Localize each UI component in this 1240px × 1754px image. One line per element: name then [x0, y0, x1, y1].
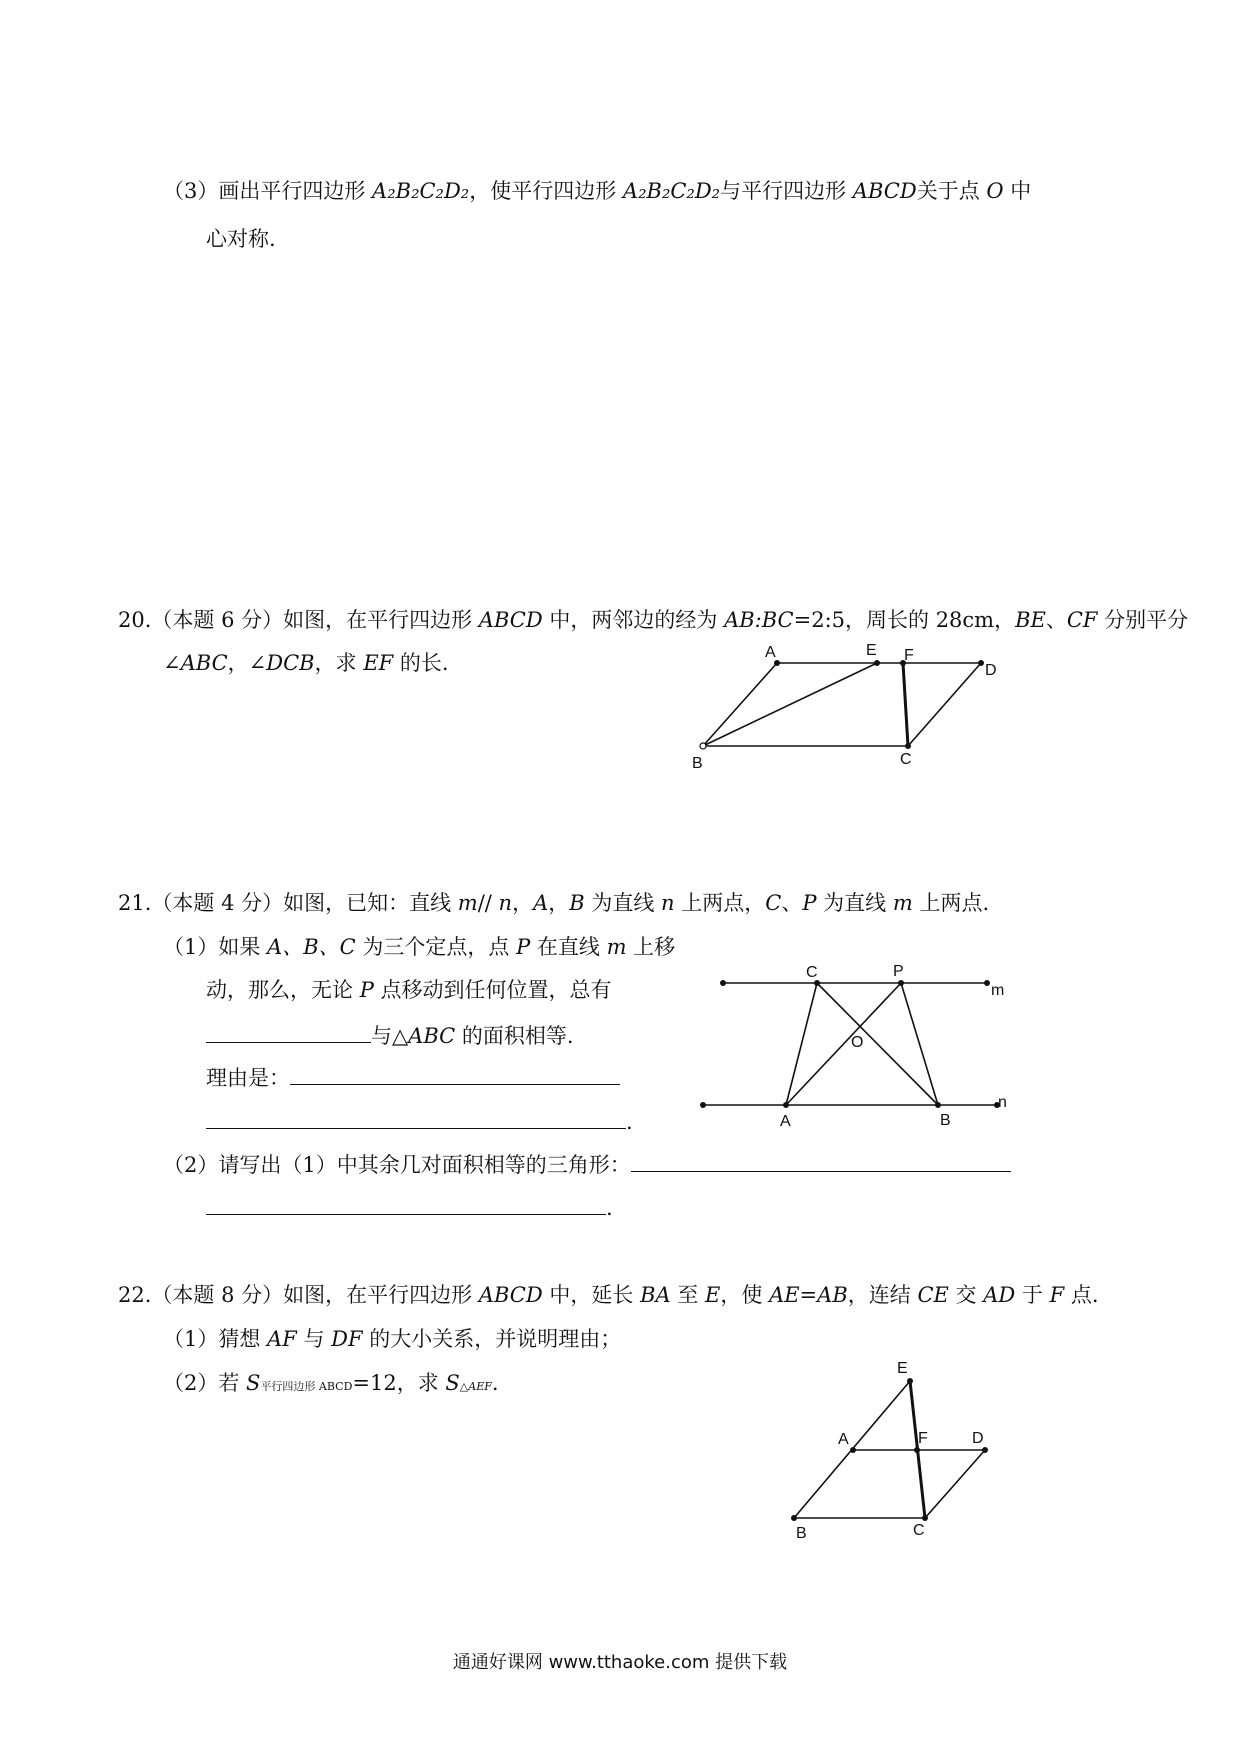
q19-part3-line1: （3）画出平行四边形 A₂B₂C₂D₂，使平行四边形 A₂B₂C₂D₂与平行四边形 ABCD关于点 O 中 — [163, 179, 1032, 203]
q20-label-c: C — [900, 751, 912, 768]
q21-label-b: B — [940, 1112, 951, 1129]
q22-line1: 22.（本题 8 分）如图，在平行四边形 ABCD 中，延长 BA 至 E，使 AE=AB，连结 CE 交 AD 于 F 点. — [118, 1283, 1099, 1307]
q20-label-d: D — [985, 662, 997, 679]
q21-part1-line1: （1）如果 A、B、C 为三个定点，点 P 在直线 m 上移 — [163, 935, 676, 959]
q20-line2: ∠ABC，∠DCB，求 EF 的长. — [163, 651, 449, 675]
q21-label-c: C — [806, 964, 818, 981]
q20-label-b: B — [692, 755, 703, 772]
q22-point-b — [791, 1515, 797, 1521]
q22-part2: （2）若 S平行四边形 ABCD=12，求 S△AEF. — [163, 1371, 499, 1395]
q20-line1: 20.（本题 6 分）如图，在平行四边形 ABCD 中，两邻边的经为 AB:BC=2:5，周长的 28cm，BE、CF 分别平分 — [118, 608, 1189, 632]
q22-point-d — [982, 1447, 988, 1453]
q21-line1: 21.（本题 4 分）如图，已知：直线 m// n，A，B 为直线 n 上两点，C、P 为直线 m 上两点. — [118, 891, 990, 915]
q21-part2-line2: . — [206, 1196, 613, 1219]
q21-part1-line2: 动，那么，无论 P 点移动到任何位置，总有 — [206, 978, 612, 1002]
q22-label-c: C — [913, 1522, 925, 1539]
q19-part3-line2: 心对称. — [206, 227, 276, 251]
q20-label-e: E — [866, 642, 877, 659]
q20-label-a: A — [765, 644, 776, 661]
q21-reason-line: 理由是： — [206, 1066, 620, 1089]
q22-point-c — [922, 1515, 928, 1521]
q21-part2-line1: （2）请写出（1）中其余几对面积相等的三角形： — [163, 1153, 1011, 1176]
q22-point-e — [907, 1378, 913, 1384]
q21-label-o: O — [851, 1034, 864, 1051]
q22-seg-cd — [925, 1450, 985, 1518]
q21-label-a: A — [780, 1113, 791, 1130]
q22-point-a — [850, 1447, 856, 1453]
page-footer: 通通好课网 www.tthaoke.com 提供下载 — [452, 1652, 788, 1673]
q21-reason-line2: . — [206, 1110, 633, 1133]
q22-point-f — [914, 1447, 920, 1453]
q22-label-e: E — [897, 1360, 908, 1377]
q21-label-m: m — [991, 982, 1005, 999]
q20-label-f: F — [904, 647, 914, 664]
q21-label-p: P — [893, 963, 904, 980]
q22-label-f: F — [918, 1430, 928, 1447]
q22-label-d: D — [972, 1430, 984, 1447]
q22-part1: （1）猜想 AF 与 DF 的大小关系，并说明理由； — [163, 1327, 622, 1351]
q22-label-a: A — [838, 1431, 849, 1448]
q22-label-b: B — [796, 1525, 807, 1542]
q21-part1-line3: 与△ABC 的面积相等. — [206, 1024, 574, 1047]
q21-label-n: n — [998, 1094, 1007, 1111]
